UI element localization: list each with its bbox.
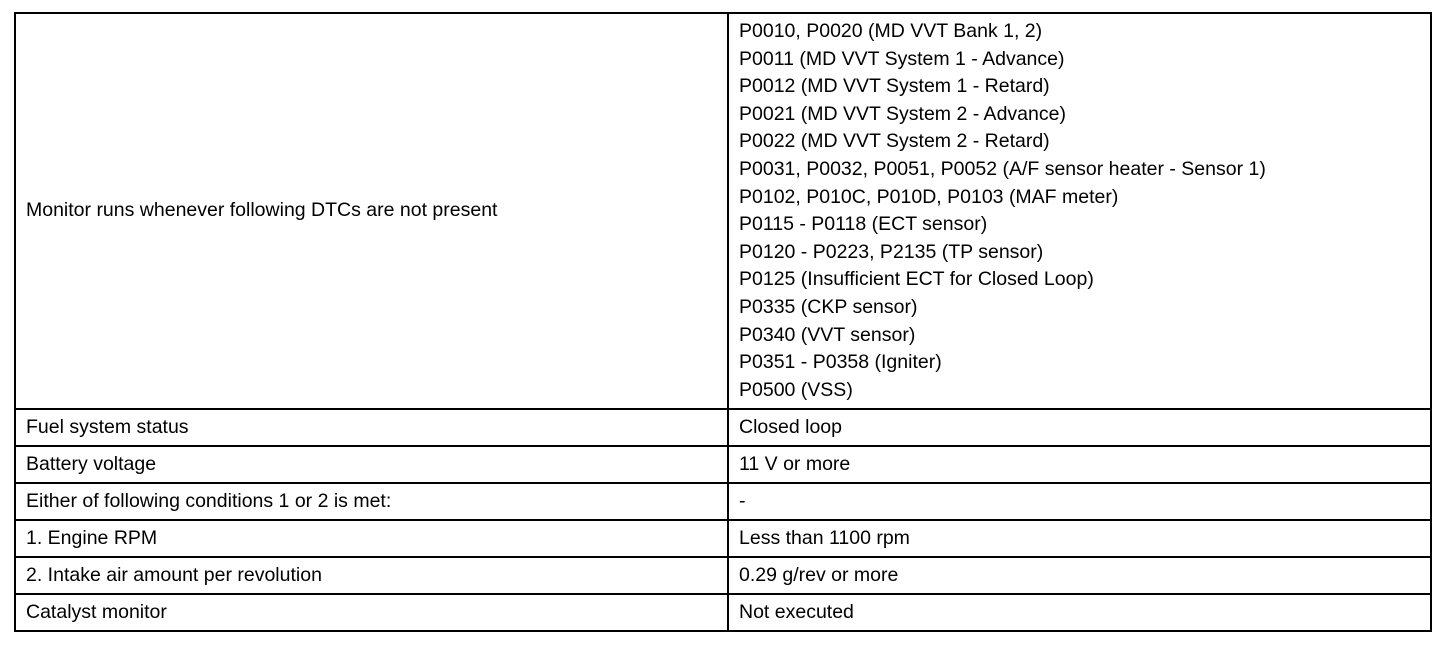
condition-value: - bbox=[728, 483, 1431, 520]
dtc-list-item: P0102, P010C, P010D, P0103 (MAF meter) bbox=[739, 185, 1119, 208]
condition-label: Fuel system status bbox=[15, 409, 728, 446]
table-row bbox=[15, 483, 1431, 520]
dtc-list-item: P0011 (MD VVT System 1 - Advance) bbox=[739, 47, 1065, 70]
table-row bbox=[15, 409, 1431, 446]
condition-value: Less than 1100 rpm bbox=[728, 520, 1431, 557]
dtc-list-item: P0031, P0032, P0051, P0052 (A/F sensor heater - Sensor 1) bbox=[739, 157, 1266, 180]
dtc-list-cell bbox=[728, 13, 1431, 409]
table-row bbox=[15, 594, 1431, 631]
condition-label: Catalyst monitor bbox=[15, 594, 728, 631]
table-row bbox=[15, 520, 1431, 557]
dtc-list-item: P0340 (VVT sensor) bbox=[739, 323, 916, 346]
condition-value: Not executed bbox=[728, 594, 1431, 631]
condition-label: 2. Intake air amount per revolution bbox=[15, 557, 728, 594]
dtc-list-item: P0021 (MD VVT System 2 - Advance) bbox=[739, 102, 1066, 125]
table-row bbox=[15, 446, 1431, 483]
condition-label: Either of following conditions 1 or 2 is met: bbox=[15, 483, 728, 520]
dtc-list-item: P0012 (MD VVT System 1 - Retard) bbox=[739, 75, 1050, 98]
condition-value: 0.29 g/rev or more bbox=[728, 557, 1431, 594]
condition-label: Battery voltage bbox=[15, 446, 728, 483]
condition-value: 11 V or more bbox=[728, 446, 1431, 483]
conditions-table-wrapper bbox=[14, 12, 1430, 632]
dtc-condition-row bbox=[15, 13, 1431, 409]
dtc-condition-label: Monitor runs whenever following DTCs are not present bbox=[15, 13, 728, 409]
dtc-list-item: P0120 - P0223, P2135 (TP sensor) bbox=[739, 240, 1044, 263]
monitor-conditions-table bbox=[14, 12, 1432, 632]
dtc-list-item: P0351 - P0358 (Igniter) bbox=[739, 351, 942, 374]
dtc-list-item: P0335 (CKP sensor) bbox=[739, 295, 918, 318]
dtc-list-item: P0115 - P0118 (ECT sensor) bbox=[739, 213, 988, 236]
dtc-list-item: P0010, P0020 (MD VVT Bank 1, 2) bbox=[739, 20, 1043, 42]
dtc-list-item: P0125 (Insufficient ECT for Closed Loop) bbox=[739, 268, 1094, 291]
condition-label: 1. Engine RPM bbox=[15, 520, 728, 557]
dtc-list-item: P0022 (MD VVT System 2 - Retard) bbox=[739, 130, 1050, 153]
dtc-list-item: P0500 (VSS) bbox=[739, 378, 853, 401]
condition-value: Closed loop bbox=[728, 409, 1431, 446]
table-row bbox=[15, 557, 1431, 594]
